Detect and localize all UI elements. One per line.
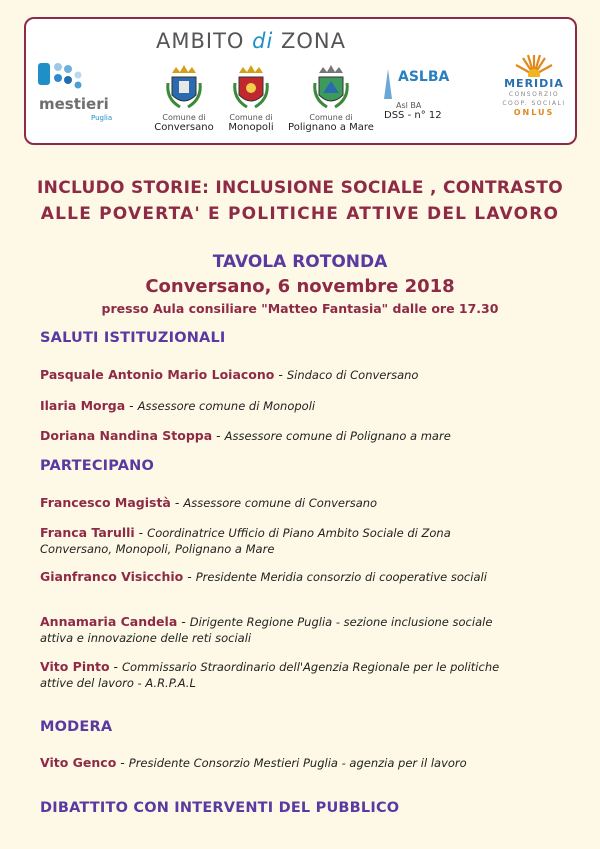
event-date: Conversano, 6 novembre 2018 <box>145 276 455 297</box>
event-title-line-1: INCLUDO STORIE: INCLUSIONE SOCIALE , CONTRASTO <box>37 178 563 198</box>
monopoli-crest-icon <box>231 63 271 111</box>
speaker-item: Ilaria Morga - Assessore comune di Monopoli <box>40 398 316 413</box>
polignano-crest-icon <box>311 63 351 111</box>
mestieri-dots-icon <box>36 59 86 95</box>
comune-conversano-logo: Comune di Conversano <box>139 63 229 133</box>
event-venue: presso Aula consiliare "Matteo Fantasia" dalle ore 17.30 <box>101 301 499 316</box>
header-logos-panel <box>24 17 577 145</box>
speaker-item: Francesco Magistà - Assessore comune di Conversano <box>40 495 378 510</box>
speaker-item: Vito Pinto - Commissario Straordinario dell'Agenzia Regionale per le politiche attive del lavoro - A.R.P.A.L <box>40 659 500 690</box>
event-title-line-2: ALLE POVERTA' E POLITICHE ATTIVE DEL LAVORO <box>40 204 560 224</box>
speaker-item: Gianfranco Visicchio - Presidente Meridia consorzio di cooperative sociali <box>40 569 487 584</box>
comune-polignano-logo: Comune di Polignano a Mare <box>286 63 376 133</box>
speaker-item: Doriana Nandina Stoppa - Assessore comune di Polignano a mare <box>40 428 451 443</box>
ambito-di-zona-title: AMBITO di ZONA <box>156 29 346 53</box>
meridia-sun-icon <box>514 51 554 77</box>
section-partecipano: PARTECIPANO <box>40 458 155 474</box>
event-type: TAVOLA ROTONDA <box>212 252 388 272</box>
section-modera: MODERA <box>40 719 113 735</box>
speaker-item: Annamaria Candela - Dirigente Regione Puglia - sezione inclusione sociale attiva e innovazione delle reti sociali <box>40 614 493 645</box>
speaker-item: Pasquale Antonio Mario Loiacono - Sindaco di Conversano <box>40 367 419 382</box>
conversano-crest-icon <box>164 63 204 111</box>
speaker-item: Franca Tarulli - Coordinatrice Ufficio di Piano Ambito Sociale di Zona Conversano, Monopoli, Polignano a Mare <box>40 525 451 556</box>
mestieri-logo: mestieri Puglia <box>36 59 116 129</box>
section-dibattito: DIBATTITO CON INTERVENTI DEL PUBBLICO <box>40 800 400 816</box>
asl-ba-logo: ASLBA Asl BA DSS - n° 12 <box>376 69 451 121</box>
asl-ba-mark-icon <box>378 69 398 99</box>
comune-monopoli-logo: Comune di Monopoli <box>206 63 296 133</box>
meridia-logo: MERIDIA CONSORZIO COOP. SOCIALI ONLUS <box>500 51 568 117</box>
speaker-item: Vito Genco - Presidente Consorzio Mestieri Puglia - agenzia per il lavoro <box>40 755 467 770</box>
section-saluti: SALUTI ISTITUZIONALI <box>40 330 226 346</box>
